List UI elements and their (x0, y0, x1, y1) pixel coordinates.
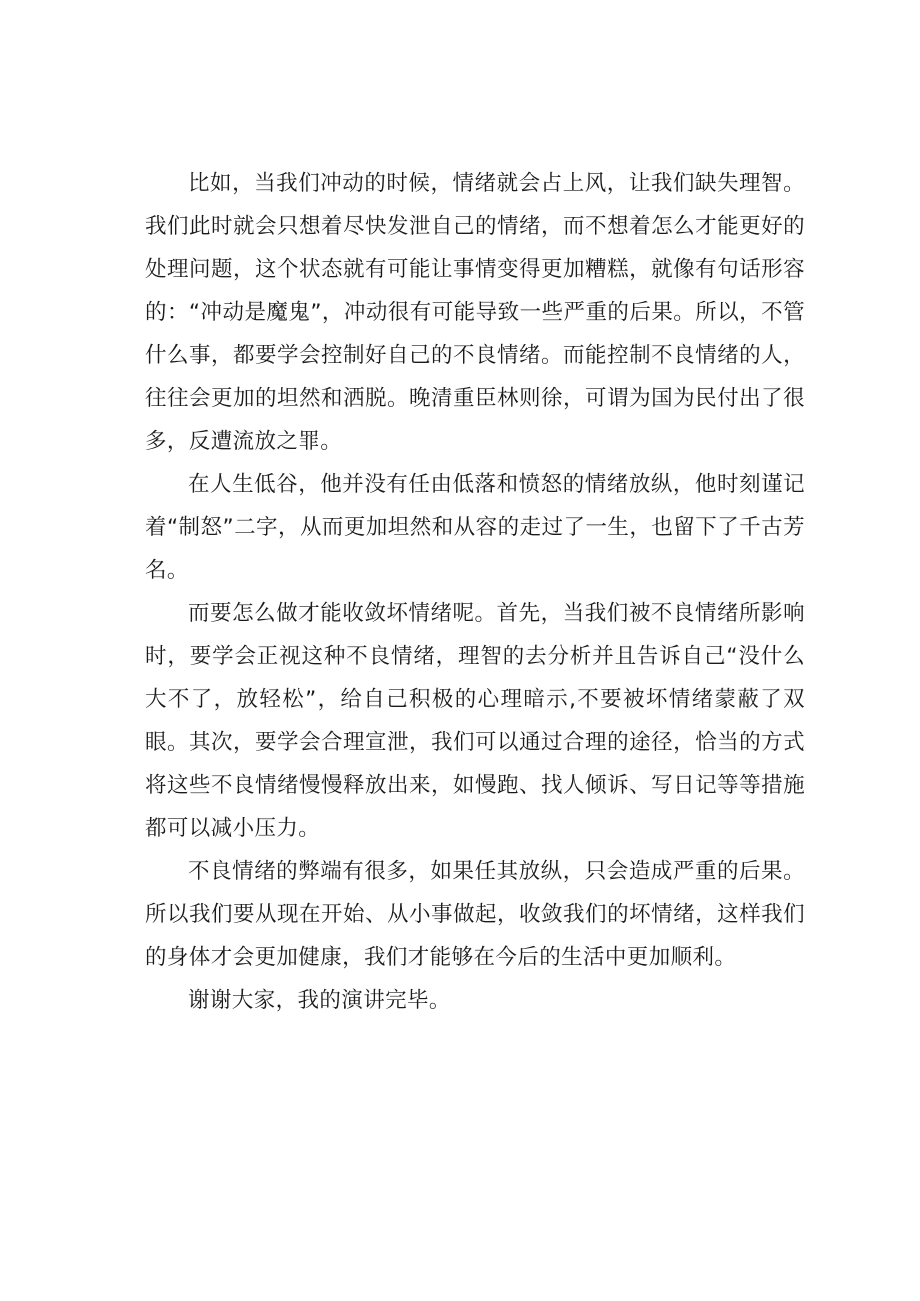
paragraph-low-point: 在人生低谷，他并没有任由低落和愤怒的情绪放纵，他时刻谨记着“制怒”二字，从而更加坦然和从容的走过了一生，也留下了千古芳名。 (145, 472, 805, 583)
paragraph-impulse: 比如，当我们冲动的时候，情绪就会占上风，让我们缺失理智。我们此时就会只想着尽快发泄自己的情绪，而不想着怎么才能更好的处理问题，这个状态就有可能让事情变得更加糟糕，就像有句话形容的：“冲动是魔鬼”，冲动很有可能导致一些严重的后果。所以，不管什么事，都要学会控制好自己的不良情绪。而能控制不良情绪的人，往往会更加的坦然和洒脱。晚清重臣林则徐，可谓为国为民付出了很多，反遭流放之罪。 (145, 171, 805, 454)
document-body (145, 162, 805, 1022)
paragraph-conclusion: 不良情绪的弊端有很多，如果任其放纵，只会造成严重的后果。所以我们要从现在开始、从小事做起，收敛我们的坏情绪，这样我们的身体才会更加健康，我们才能够在今后的生活中更加顺利。 (145, 859, 805, 970)
paragraph-closing: 谢谢大家，我的演讲完毕。 (188, 988, 451, 1013)
paragraph-how-to-restrain: 而要怎么做才能收敛坏情绪呢。首先，当我们被不良情绪所影响时，要学会正视这种不良情绪，理智的去分析并且告诉自己“没什么大不了，放轻松”，给自己积极的心理暗示,不要被坏情绪蒙蔽了双眼。其次，要学会合理宣泄，我们可以通过合理的途径，恰当的方式将这些不良情绪慢慢释放出来，如慢跑、找人倾诉、写日记等等措施都可以减小压力。 (145, 601, 805, 841)
